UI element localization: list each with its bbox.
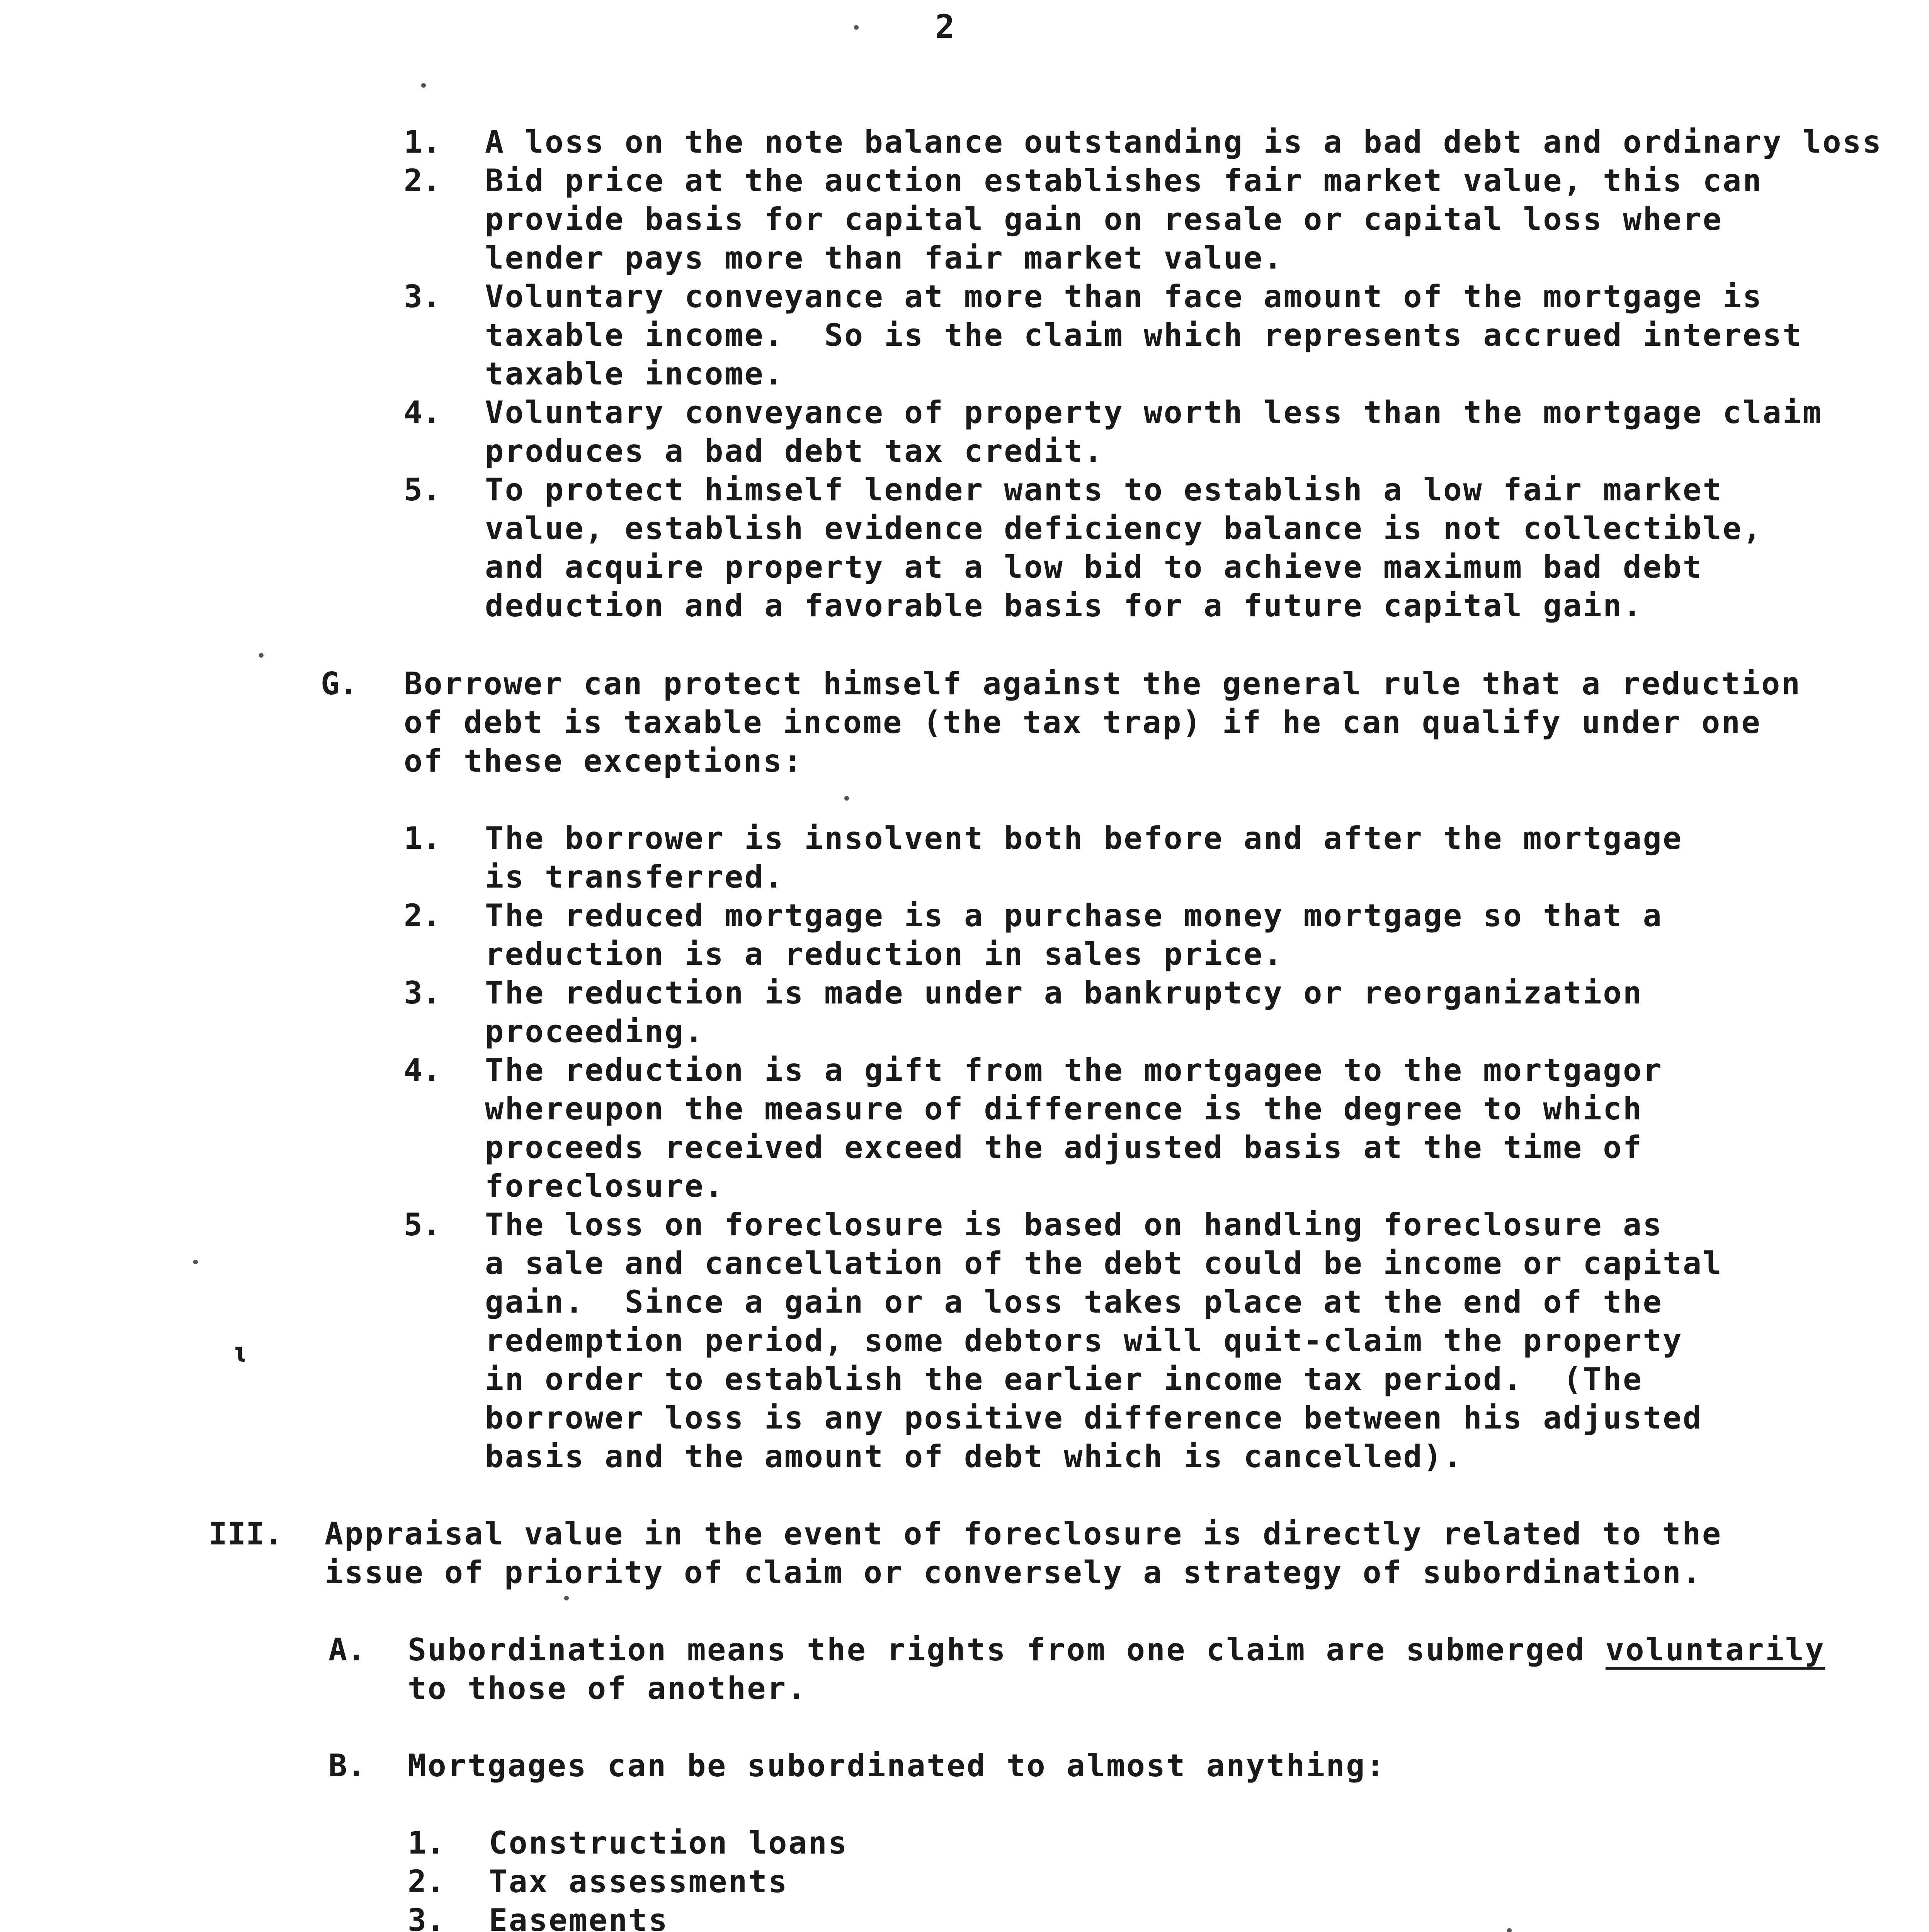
section-g-letter: G.	[321, 666, 358, 702]
g-item-1-line-1: The borrower is insolvent both before and after the mortgage	[485, 820, 1683, 856]
scan-speck	[1507, 1928, 1512, 1932]
page-number: 2	[935, 8, 955, 46]
scan-speck	[844, 796, 849, 801]
g-item-5-line-2: a sale and cancellation of the debt could be income or capital	[485, 1245, 1723, 1281]
f-item-2-number: 2.	[404, 163, 441, 199]
f-item-4-number: 4.	[404, 395, 441, 430]
b-item-1-number: 1.	[408, 1825, 445, 1861]
g-item-4-line-3: proceeds received exceed the adjusted basis at the time of	[485, 1129, 1643, 1165]
g-item-5-line-7: basis and the amount of debt which is cancelled).	[485, 1439, 1463, 1475]
scan-speck	[854, 25, 859, 30]
f-item-3-number: 3.	[404, 279, 441, 315]
f-item-5-line-3: and acquire property at a low bid to achieve maximum bad debt	[485, 549, 1703, 585]
g-item-1-number: 1.	[404, 820, 441, 856]
f-item-3-line-1: Voluntary conveyance at more than face amount of the mortgage is	[485, 279, 1763, 315]
f-item-5-number: 5.	[404, 472, 441, 508]
section-iii-line-2: issue of priority of claim or conversely a strategy of subordination.	[325, 1554, 1702, 1590]
b-item-2-line-1: Tax assessments	[489, 1864, 788, 1900]
section-a-line-2: to those of another.	[408, 1670, 807, 1706]
g-item-4-line-1: The reduction is a gift from the mortgagee to the mortgagor	[485, 1052, 1663, 1088]
section-a-line-1-text: Subordination means the rights from one claim are submerged	[408, 1632, 1606, 1668]
g-item-2-line-1: The reduced mortgage is a purchase money mortgage so that a	[485, 898, 1663, 934]
voluntarily-underlined: voluntarily	[1605, 1632, 1825, 1668]
f-item-4-line-1: Voluntary conveyance of property worth less than the mortgage claim	[485, 395, 1823, 430]
section-g-line-1: Borrower can protect himself against the general rule that a reduction	[404, 666, 1801, 702]
f-item-3-line-2: taxable income. So is the claim which represents accrued interest	[485, 317, 1803, 353]
f-item-1-line-1: A loss on the note balance outstanding is a bad debt and ordinary loss	[485, 124, 1883, 160]
section-iii-numeral: III.	[209, 1516, 283, 1552]
section-iii-line-1: Appraisal value in the event of foreclosure is directly related to the	[325, 1516, 1722, 1552]
f-item-2-line-2: provide basis for capital gain on resale or capital loss where	[485, 201, 1723, 237]
scan-speck	[259, 653, 264, 658]
g-item-1-line-2: is transferred.	[485, 859, 784, 895]
f-item-2-line-1: Bid price at the auction establishes fair market value, this can	[485, 163, 1763, 199]
section-b-line-1: Mortgages can be subordinated to almost anything:	[408, 1748, 1386, 1784]
g-item-2-number: 2.	[404, 898, 441, 934]
b-item-2-number: 2.	[408, 1864, 445, 1900]
f-item-4-line-2: produces a bad debt tax credit.	[485, 433, 1104, 469]
g-item-4-line-4: foreclosure.	[485, 1168, 725, 1204]
g-item-5-line-4: redemption period, some debtors will quit-claim the property	[485, 1323, 1683, 1359]
f-item-5-line-1: To protect himself lender wants to establish a low fair market	[485, 472, 1723, 508]
scan-speck	[421, 83, 426, 88]
scan-speck	[564, 1596, 569, 1600]
scan-speck	[193, 1260, 198, 1264]
b-item-3-number: 3.	[408, 1902, 445, 1932]
f-item-5-line-4: deduction and a favorable basis for a future capital gain.	[485, 588, 1643, 624]
g-item-3-number: 3.	[404, 975, 441, 1011]
g-item-3-line-2: proceeding.	[485, 1014, 705, 1049]
g-item-5-line-3: gain. Since a gain or a loss takes place at the end of the	[485, 1284, 1663, 1320]
g-item-4-line-2: whereupon the measure of difference is the degree to which	[485, 1091, 1643, 1127]
section-g-line-2: of debt is taxable income (the tax trap) if he can qualify under one	[404, 704, 1762, 740]
g-item-3-line-1: The reduction is made under a bankruptcy or reorganization	[485, 975, 1643, 1011]
b-item-1-line-1: Construction loans	[489, 1825, 848, 1861]
g-item-5-line-5: in order to establish the earlier income tax period. (The	[485, 1361, 1643, 1397]
g-item-5-line-1: The loss on foreclosure is based on handling foreclosure as	[485, 1207, 1663, 1243]
g-item-5-line-6: borrower loss is any positive difference between his adjusted	[485, 1400, 1703, 1436]
g-item-5-number: 5.	[404, 1207, 441, 1243]
g-item-2-line-2: reduction is a reduction in sales price.	[485, 936, 1284, 972]
section-a-letter: A.	[328, 1632, 366, 1668]
f-item-2-line-3: lender pays more than fair market value.	[485, 240, 1284, 276]
g-item-4-number: 4.	[404, 1052, 441, 1088]
f-item-3-line-3: taxable income.	[485, 356, 784, 392]
f-item-1-number: 1.	[404, 124, 441, 160]
margin-mark: ι	[232, 1337, 248, 1368]
section-b-letter: B.	[328, 1748, 366, 1784]
section-g-line-3: of these exceptions:	[404, 743, 803, 779]
f-item-5-line-2: value, establish evidence deficiency balance is not collectible,	[485, 510, 1763, 546]
section-a-line-1	[408, 1631, 1825, 1669]
b-item-3-line-1: Easements	[489, 1902, 669, 1932]
